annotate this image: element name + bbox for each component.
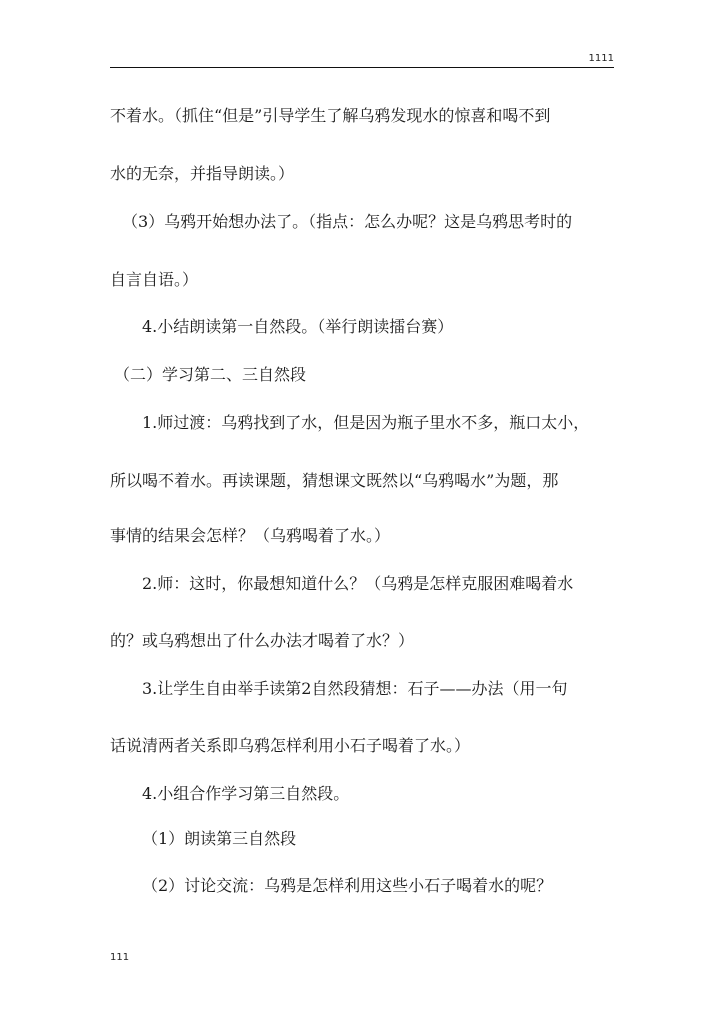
text-line: 的？或乌鸦想出了什么办法才喝着了水？）	[110, 631, 415, 650]
text-line: 1.师过渡：乌鸦找到了水，但是因为瓶子里水不多，瓶口太小，	[142, 413, 590, 432]
header-page-number: 1111	[588, 53, 614, 64]
section-heading: （二）学习第二、三自然段	[114, 365, 307, 384]
text-line: 水的无奈，并指导朗读。）	[110, 164, 295, 183]
header-rule	[110, 67, 614, 68]
text-line: 4.小组合作学习第三自然段。	[142, 784, 350, 803]
text-line: （3）乌鸦开始想办法了。（指点：怎么办呢？这是乌鸦思考时的	[122, 212, 573, 231]
text-line: 话说清两者关系即乌鸦怎样利用小石子喝着了水。）	[110, 736, 471, 755]
footer-page-number: 111	[110, 952, 130, 963]
text-line: 所以喝不着水。再读课题，猜想课文既然以“乌鸦喝水”为题，那	[110, 471, 559, 490]
text-line: （1）朗读第三自然段	[142, 829, 297, 848]
text-line: 不着水。（抓住“但是”引导学生了解乌鸦发现水的惊喜和喝不到	[110, 106, 551, 125]
text-line: 3.让学生自由举手读第2自然段猜想：石子——办法（用一句	[142, 679, 568, 698]
text-line: （2）讨论交流：乌鸦是怎样利用这些小石子喝着水的呢？	[142, 876, 553, 895]
text-line: 4.小结朗读第一自然段。（举行朗读擂台赛）	[142, 317, 454, 336]
text-line: 2.师：这时，你最想知道什么？（乌鸦是怎样克服困难喝着水	[142, 574, 574, 593]
text-line: 事情的结果会怎样？（乌鸦喝着了水。）	[110, 526, 391, 545]
text-line: 自言自语。）	[110, 270, 199, 289]
